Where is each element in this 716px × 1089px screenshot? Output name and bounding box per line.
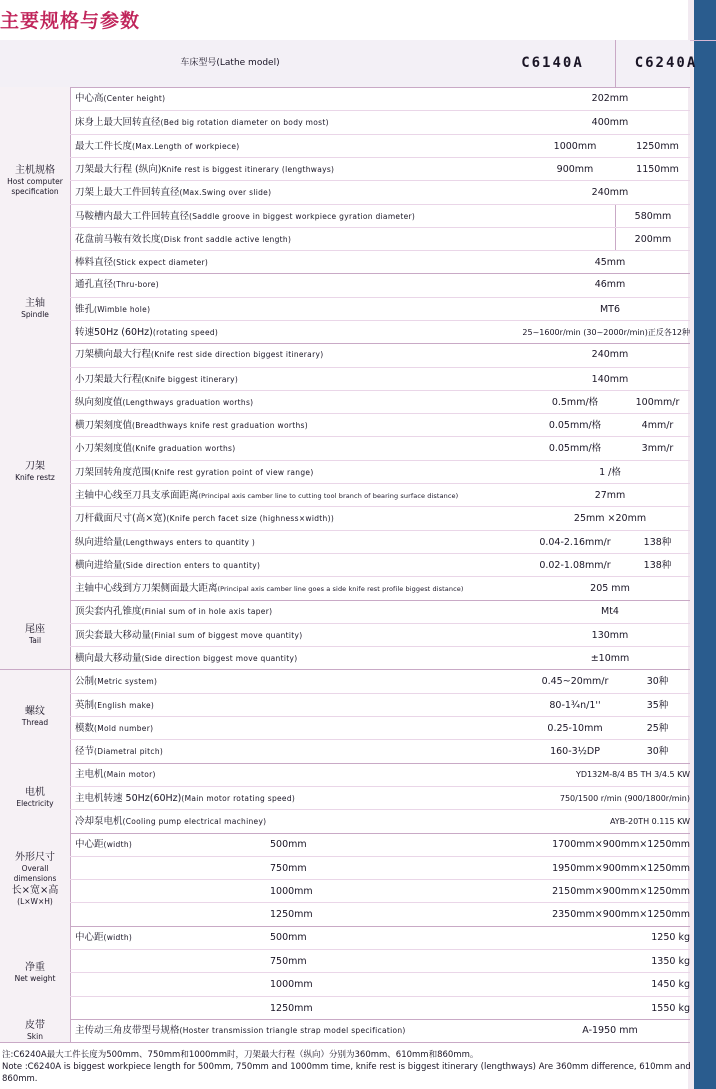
row-distance: 500mm bbox=[270, 838, 307, 850]
footnote bbox=[2, 1049, 692, 1085]
row-label bbox=[75, 391, 253, 414]
table-row bbox=[70, 670, 690, 693]
row-label-cn: 模数 bbox=[75, 723, 95, 735]
row-value: 240mm bbox=[591, 349, 629, 361]
row-value: 25~1600r/min (30~2000r/min)正反各12种 bbox=[522, 327, 690, 337]
row-label-en: (Stick expect diameter) bbox=[113, 258, 209, 268]
group-label bbox=[0, 600, 71, 670]
table-row bbox=[70, 320, 690, 344]
row-label bbox=[75, 647, 297, 670]
group-label-en: Spindle bbox=[21, 309, 49, 319]
row-label bbox=[75, 600, 272, 623]
row-label-en: (width) bbox=[103, 839, 133, 849]
row-label-cn: 刀架横向最大行程 bbox=[75, 349, 152, 361]
table-row bbox=[70, 530, 690, 554]
group-label-cn2: 长×宽×高 bbox=[11, 885, 59, 897]
row-label bbox=[75, 833, 132, 856]
group-label-en: Net weight bbox=[14, 973, 56, 983]
row-label-en: (Main motor rotating speed) bbox=[181, 793, 296, 803]
row-distance: 1000mm bbox=[270, 979, 313, 991]
header-model-2: C6240A bbox=[615, 40, 716, 87]
table-row bbox=[70, 646, 690, 670]
table-row bbox=[70, 227, 690, 251]
row-distance: 1000mm bbox=[270, 886, 313, 898]
row-label-cn: 主轴中心线到方刀架侧面最大距离 bbox=[75, 583, 218, 595]
row-label-cn: 花盘前马鞍有效长度 bbox=[75, 233, 161, 245]
spec-group bbox=[0, 343, 690, 600]
table-row bbox=[70, 902, 690, 926]
row-label bbox=[75, 531, 255, 554]
row-value-1: 0.05mm/格 bbox=[548, 420, 602, 432]
row-value-2: 1250mm bbox=[636, 140, 679, 152]
row-label-en: (Knife graduation worths) bbox=[132, 444, 236, 454]
row-value-1: 0.5mm/格 bbox=[551, 396, 599, 408]
spec-group bbox=[0, 670, 690, 764]
row-value: 46mm bbox=[594, 279, 626, 291]
row-value-1: 0.02-1.08mm/r bbox=[539, 559, 611, 571]
row-value: 2150mm×900mm×1250mm bbox=[552, 886, 690, 898]
row-label-cn: 纵向进给量 bbox=[75, 536, 123, 548]
row-label-cn: 刀杆截面尺寸(高×宽) bbox=[75, 513, 167, 525]
group-label-cn: 螺纹 bbox=[25, 705, 45, 717]
row-label bbox=[75, 205, 415, 228]
footnote-en: Note :C6240A is biggest workpiece length for 500mm, 750mm and 1000mm time, knife rest is biggest itinerary (lengthways) Are 360mm difference, 610mm and 860mm. bbox=[2, 1062, 691, 1084]
row-value: 750/1500 r/min (900/1800r/min) bbox=[559, 793, 690, 803]
row-value-2: 100mm/r bbox=[635, 396, 680, 408]
row-label-en: (Bed big rotation diameter on body most) bbox=[160, 118, 329, 128]
row-label-cn: 锥孔 bbox=[75, 303, 95, 315]
group-label bbox=[0, 926, 71, 1019]
row-label-cn: 顶尖套最大移动量 bbox=[75, 629, 152, 641]
row-label-cn: 马鞍槽内最大工件回转直径 bbox=[75, 210, 190, 222]
row-label-en: (Knife rest gyration point of view range) bbox=[151, 467, 314, 477]
row-value: 205 mm bbox=[590, 583, 630, 595]
row-value: 200mm bbox=[634, 233, 672, 245]
row-label-cn: 刀架最大行程 (纵向) bbox=[75, 163, 162, 175]
row-label-cn: 主传动三角皮带型号规格 bbox=[75, 1025, 180, 1036]
table-row bbox=[70, 436, 690, 460]
row-label-en: (width) bbox=[103, 932, 133, 942]
row-label-en: (Lengthways enters to quantity ) bbox=[122, 537, 256, 547]
row-label bbox=[75, 694, 154, 717]
row-value: 1250 kg bbox=[651, 931, 690, 943]
row-value-1: 0.04-2.16mm/r bbox=[539, 536, 611, 548]
group-label-en: Overall dimensions bbox=[13, 864, 57, 884]
row-label-cn: 冷却泵电机 bbox=[75, 816, 123, 828]
row-label-en: (Side direction enters to quantity) bbox=[122, 560, 261, 570]
row-value: 140mm bbox=[591, 373, 629, 385]
row-value-1: 80-1¾n/1'' bbox=[549, 699, 601, 711]
row-distance: 1250mm bbox=[270, 1002, 313, 1014]
table-row bbox=[70, 204, 690, 228]
row-value: 1 /格 bbox=[599, 466, 621, 478]
row-label-en: (Knife rest side direction biggest itinerary) bbox=[151, 350, 324, 360]
row-label-en: (Max.Swing over slide) bbox=[179, 188, 272, 198]
row-value-1: 160-3½DP bbox=[550, 746, 600, 758]
table-row bbox=[70, 483, 690, 507]
row-value: 1550 kg bbox=[651, 1002, 690, 1014]
table-row bbox=[70, 739, 690, 763]
row-value: 2350mm×900mm×1250mm bbox=[552, 909, 690, 921]
table-row bbox=[70, 809, 690, 833]
group-label bbox=[0, 87, 71, 273]
group-label bbox=[0, 1019, 71, 1042]
row-label-en: Knife rest is biggest itinerary (lengthways) bbox=[161, 164, 335, 174]
table-row bbox=[70, 576, 690, 600]
row-label-en: (Main motor) bbox=[103, 769, 156, 779]
row-label-cn: 刀架上最大工件回转直径 bbox=[75, 187, 180, 199]
row-value: MT6 bbox=[599, 303, 621, 315]
row-value: 130mm bbox=[591, 629, 629, 641]
row-value-1: 1000mm bbox=[553, 140, 597, 152]
row-value-2: 30种 bbox=[646, 746, 669, 758]
table-row bbox=[70, 273, 690, 296]
row-label bbox=[75, 484, 458, 508]
row-label-en: (Thru-bore) bbox=[113, 280, 159, 290]
row-label-en: (Cooling pump electrical machiney) bbox=[122, 817, 267, 827]
row-value-1: 0.25-10mm bbox=[547, 723, 603, 735]
table-header bbox=[0, 40, 698, 88]
row-distance: 750mm bbox=[270, 862, 307, 874]
row-label-en: (Principal axis camber line to cutting tool branch of bearing surface distance) bbox=[198, 492, 459, 501]
group-label-cn: 主机规格 bbox=[15, 164, 55, 176]
row-label bbox=[75, 228, 291, 251]
group-label-cn: 刀架 bbox=[25, 460, 45, 472]
table-row bbox=[70, 297, 690, 321]
row-label bbox=[75, 670, 157, 693]
row-label-en: (Diametral pitch) bbox=[94, 747, 164, 757]
table-row bbox=[70, 553, 690, 577]
spec-group bbox=[0, 600, 690, 671]
row-label bbox=[75, 251, 208, 274]
row-label bbox=[75, 298, 150, 321]
table-row bbox=[70, 879, 690, 903]
table-row bbox=[70, 833, 690, 856]
table-row bbox=[70, 600, 690, 623]
table-row bbox=[70, 506, 690, 530]
table-row bbox=[70, 856, 690, 880]
row-value-2: 1150mm bbox=[636, 163, 679, 175]
row-label-en: (rotating speed) bbox=[152, 327, 219, 337]
group-label-cn: 净重 bbox=[25, 961, 45, 973]
row-label-en: (Finial sum of in hole axis taper) bbox=[141, 606, 273, 616]
row-distance: 750mm bbox=[270, 956, 307, 968]
spec-group bbox=[0, 833, 690, 927]
row-label-cn: 小刀架刻度值 bbox=[75, 443, 133, 455]
row-value: 202mm bbox=[591, 93, 629, 104]
row-value-2: 4mm/r bbox=[641, 420, 674, 432]
row-label bbox=[75, 810, 266, 833]
row-value: 27mm bbox=[594, 490, 626, 502]
row-label bbox=[75, 554, 260, 577]
group-label-cn: 尾座 bbox=[25, 624, 45, 636]
row-label bbox=[75, 343, 323, 366]
header-model-1: C6140A bbox=[521, 55, 584, 71]
group-label-en: Host computer specification bbox=[7, 176, 63, 196]
row-value-2: 138种 bbox=[643, 559, 672, 571]
group-label-en: Thread bbox=[21, 717, 49, 727]
row-label-cn: 纵向刻度值 bbox=[75, 396, 123, 408]
row-label-en: (Metric system) bbox=[94, 676, 158, 686]
row-value-1: 0.45~20mm/r bbox=[541, 675, 609, 687]
row-label bbox=[75, 181, 271, 204]
group-label-en: Tail bbox=[28, 636, 42, 646]
group-label-cn: 皮带 bbox=[25, 1020, 45, 1032]
row-label bbox=[75, 1019, 406, 1042]
table-row bbox=[70, 390, 690, 414]
row-label-en: (Breadthways knife rest graduation worths) bbox=[132, 421, 308, 431]
page-edge-band bbox=[694, 0, 716, 1089]
row-label-en: (Side direction biggest move quantity) bbox=[141, 654, 298, 664]
row-label-cn: 顶尖套内孔锥度 bbox=[75, 605, 142, 617]
table-row bbox=[70, 250, 690, 274]
table-row bbox=[70, 1019, 690, 1042]
table-row bbox=[70, 763, 690, 786]
row-value-2: 138种 bbox=[643, 536, 672, 548]
row-label bbox=[75, 461, 314, 484]
row-label-cn: 中心距 bbox=[75, 931, 104, 943]
row-label bbox=[75, 926, 132, 949]
row-label-en: (Center height) bbox=[103, 94, 166, 103]
row-value: 1950mm×900mm×1250mm bbox=[552, 862, 690, 874]
row-label-cn: 横向最大移动量 bbox=[75, 653, 142, 665]
row-label-cn: 通孔直径 bbox=[75, 279, 114, 291]
row-value: YD132M-8/4 B5 TH 3/4.5 KW bbox=[575, 769, 690, 779]
row-value: A-1950 mm bbox=[582, 1025, 638, 1036]
row-label-en: (Mold number) bbox=[94, 724, 154, 734]
row-label-en: (Principal axis camber line goes a side knife rest profile biggest distance) bbox=[217, 585, 464, 594]
row-value-1: 900mm bbox=[556, 163, 594, 175]
row-label-en: (Disk front saddle active length) bbox=[160, 234, 292, 244]
row-label-cn: 主轴中心线至刀具支承面距离 bbox=[75, 490, 199, 502]
row-label-en: (Wimble hole) bbox=[94, 304, 151, 314]
row-label-cn: 转速50Hz (60Hz) bbox=[75, 326, 153, 338]
spec-group bbox=[0, 273, 690, 344]
header-label: 车床型号(Lathe model) bbox=[180, 58, 280, 68]
footnote-cn: 注:C6240A最大工件长度为500mm、750mm和1000mm时，刀架最大行程（纵向）分别为360mm、610mm和860mm。 bbox=[2, 1050, 479, 1060]
row-label-en: (Max.Length of workpiece) bbox=[132, 141, 240, 151]
row-label-en: (English make) bbox=[94, 700, 155, 710]
row-label bbox=[75, 368, 238, 391]
table-row bbox=[70, 134, 690, 158]
table-row bbox=[70, 693, 690, 717]
group-label-en: Electricity bbox=[16, 799, 54, 809]
table-row bbox=[70, 926, 690, 949]
row-label-cn: 中心距 bbox=[75, 838, 104, 850]
spec-group bbox=[0, 763, 690, 834]
table-row bbox=[70, 157, 690, 181]
row-value-2: 25种 bbox=[646, 723, 669, 735]
table-row bbox=[70, 949, 690, 973]
row-label-en: (Hoster transmission triangle strap model specification) bbox=[179, 1026, 406, 1035]
row-value-2: 3mm/r bbox=[641, 443, 674, 455]
row-label bbox=[75, 787, 295, 810]
table-row bbox=[70, 460, 690, 484]
table-row bbox=[70, 623, 690, 647]
row-label bbox=[75, 717, 153, 740]
row-label bbox=[75, 111, 329, 134]
row-value: 580mm bbox=[634, 210, 672, 222]
row-label bbox=[75, 414, 308, 437]
row-label bbox=[75, 273, 159, 296]
spec-group bbox=[0, 926, 690, 1020]
row-distance: 500mm bbox=[270, 931, 307, 943]
row-label-en: (Knife biggest itinerary) bbox=[141, 374, 239, 384]
table-row bbox=[70, 786, 690, 810]
row-label-en: (Lengthways graduation worths) bbox=[122, 397, 254, 407]
row-label bbox=[75, 321, 218, 344]
row-value: 1350 kg bbox=[651, 956, 690, 968]
table-row bbox=[70, 180, 690, 204]
table-row bbox=[70, 716, 690, 740]
row-label bbox=[75, 507, 334, 530]
spec-group bbox=[0, 1019, 690, 1043]
row-label bbox=[75, 577, 463, 601]
table-row bbox=[70, 996, 690, 1020]
row-label-cn: 中心高 bbox=[75, 93, 104, 104]
row-label bbox=[75, 135, 239, 158]
row-value-1: 0.05mm/格 bbox=[548, 443, 602, 455]
group-label bbox=[0, 273, 71, 343]
row-label bbox=[75, 87, 165, 110]
row-value: 240mm bbox=[591, 187, 629, 199]
page-title: 主要规格与参数 bbox=[0, 10, 141, 32]
group-label bbox=[0, 343, 71, 599]
row-label-cn: 最大工件长度 bbox=[75, 140, 133, 152]
row-label-cn: 棒料直径 bbox=[75, 257, 114, 269]
row-label-cn: 刀架回转角度范围 bbox=[75, 466, 152, 478]
row-label-cn: 英制 bbox=[75, 699, 95, 711]
row-value: 1700mm×900mm×1250mm bbox=[552, 838, 690, 850]
row-label bbox=[75, 624, 303, 647]
row-value-2: 30种 bbox=[646, 675, 669, 687]
table-row bbox=[70, 367, 690, 391]
table-row bbox=[70, 343, 690, 366]
group-label-en2: (L×W×H) bbox=[17, 897, 53, 907]
row-value: 25mm ×20mm bbox=[573, 513, 647, 525]
row-label-cn: 床身上最大回转直径 bbox=[75, 117, 161, 129]
row-label-en: (Knife perch facet size (highness×width)) bbox=[166, 514, 335, 524]
group-label-cn: 主轴 bbox=[25, 297, 45, 309]
spec-group bbox=[0, 87, 690, 274]
row-label-cn: 公制 bbox=[75, 675, 95, 687]
row-value: ±10mm bbox=[590, 653, 630, 665]
group-label-en: Knife restz bbox=[15, 472, 55, 482]
row-label-cn: 小刀架最大行程 bbox=[75, 373, 142, 385]
row-label-cn: 主电机转速 50Hz(60Hz) bbox=[75, 792, 182, 804]
row-value: AYB-20TH 0.115 KW bbox=[609, 817, 690, 827]
row-value: Mt4 bbox=[601, 605, 619, 617]
row-label bbox=[75, 158, 334, 181]
group-label-cn: 外形尺寸 bbox=[15, 852, 55, 864]
row-value-2: 35种 bbox=[646, 699, 669, 711]
row-label-en: (Saddle groove in biggest workpiece gyration diameter) bbox=[189, 211, 416, 221]
group-label-cn: 电机 bbox=[25, 787, 45, 799]
group-label-en: Skin bbox=[27, 1032, 43, 1042]
row-label bbox=[75, 763, 156, 786]
row-label-cn: 横向进给量 bbox=[75, 559, 123, 571]
table-row bbox=[70, 110, 690, 134]
row-distance: 1250mm bbox=[270, 909, 313, 921]
row-label bbox=[75, 437, 235, 460]
table-row bbox=[70, 87, 690, 110]
table-row bbox=[70, 413, 690, 437]
group-label bbox=[0, 833, 71, 926]
row-label-en: (Finial sum of biggest move quantity) bbox=[151, 630, 303, 640]
row-label-cn: 横刀架刻度值 bbox=[75, 420, 133, 432]
group-label bbox=[0, 763, 71, 833]
row-label bbox=[75, 740, 163, 763]
row-value: 400mm bbox=[591, 117, 629, 129]
row-label-cn: 主电机 bbox=[75, 768, 104, 780]
table-row bbox=[70, 972, 690, 996]
group-label bbox=[0, 670, 71, 763]
row-value: 45mm bbox=[594, 257, 626, 269]
row-label-cn: 径节 bbox=[75, 746, 95, 758]
row-value: 1450 kg bbox=[651, 979, 690, 991]
